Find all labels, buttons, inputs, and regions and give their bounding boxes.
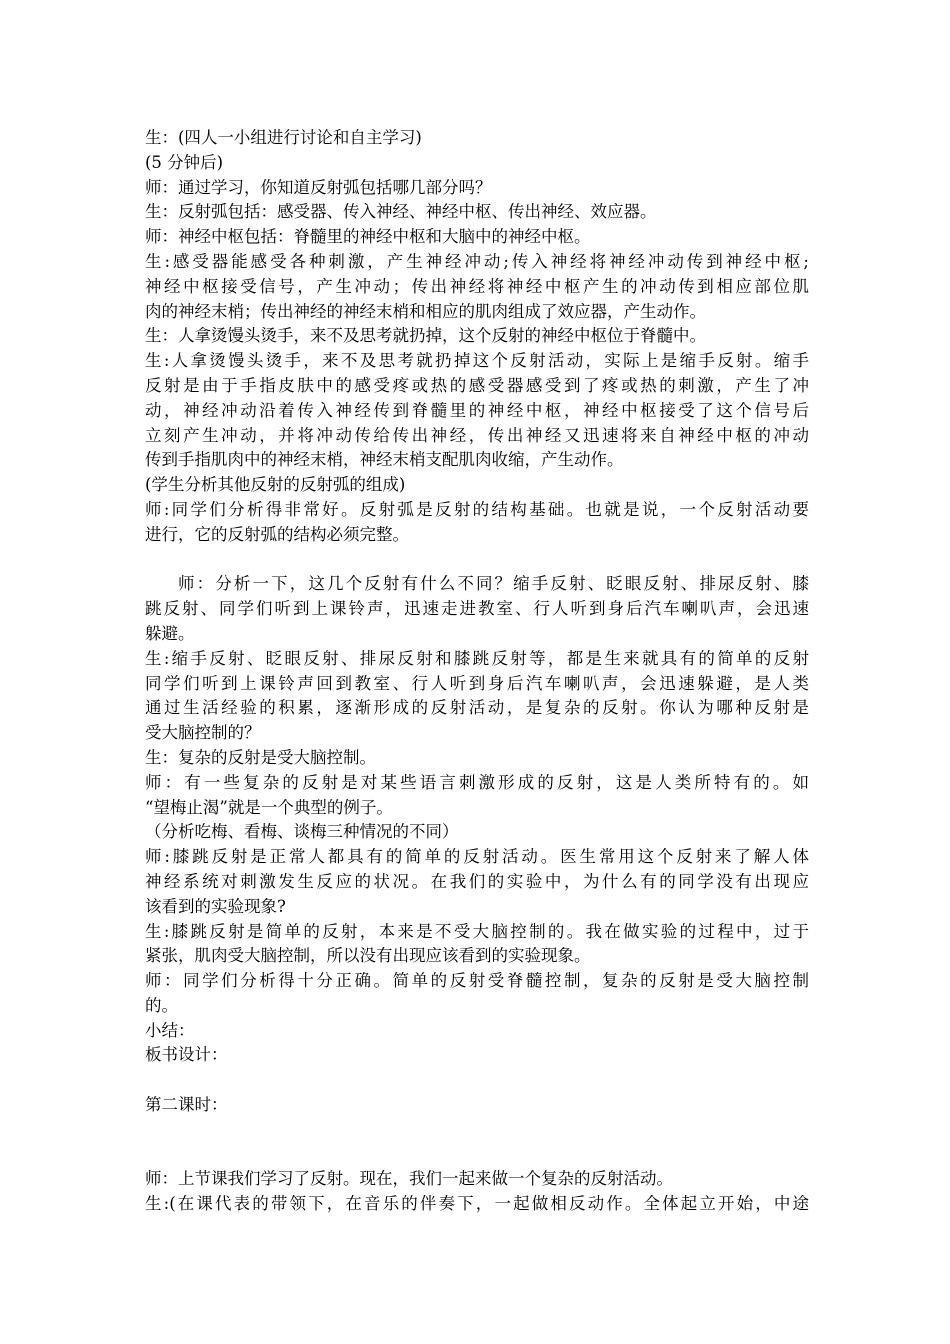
- text-line: 第二课时：: [145, 1095, 228, 1115]
- text-line: 生:人拿烫馒头烫手，来不及思考就扔掉这个反射活动，实际上是缩手反射。缩手: [145, 351, 809, 371]
- text-line: 师：通过学习，你知道反射弧包括哪几部分吗？: [145, 177, 492, 197]
- text-line: 进行，它的反射弧的结构必须完整。: [145, 524, 409, 544]
- text-line: 师:膝跳反射是正常人都具有的简单的反射活动。医生常用这个反射来了解人体: [145, 847, 809, 867]
- text-line: 生:(在课代表的带领下，在音乐的伴奏下，一起做相反动作。全体起立开始，中途: [145, 1194, 809, 1214]
- text-line: (学生分析其他反射的反射弧的组成): [145, 475, 406, 495]
- text-line: （分析吃梅、看梅、谈梅三种情况的不同）: [145, 822, 459, 842]
- text-line: 板书设计：: [145, 1045, 228, 1065]
- text-line: 受大脑控制的？: [145, 723, 261, 743]
- text-line: 神经中枢接受信号，产生冲动；传出神经将神经中枢产生的冲动传到相应部位肌: [145, 276, 809, 296]
- blank-line: [145, 548, 809, 573]
- text-line: 立刻产生冲动，并将冲动传给传出神经，传出神经又迅速将来自神经中枢的冲动: [145, 425, 809, 445]
- document-page: [145, 126, 809, 1217]
- text-line: 小结：: [145, 1020, 195, 1040]
- text-line: 师:同学们分析得非常好。反射弧是反射的结构基础。也就是说，一个反射活动要: [145, 499, 809, 519]
- text-line: 生：复杂的反射是受大脑控制。: [145, 747, 376, 767]
- text-line: 肉的神经末梢；传出神经的神经末梢和相应的肌肉组成了效应器，产生动作。: [145, 301, 706, 321]
- text-line: 该看到的实验现象?: [145, 896, 286, 916]
- blank-line: [145, 1068, 809, 1093]
- text-line: 生:膝跳反射是简单的反射，本来是不受大脑控制的。我在做实验的过程中，过于: [145, 921, 809, 941]
- text-line: 生：(四人一小组进行讨论和自主学习): [145, 128, 422, 147]
- text-line: 躲避。: [145, 623, 195, 643]
- text-line: 跳反射、同学们听到上课铃声，迅速走进教室、行人听到身后汽车喇叭声，会迅速: [145, 599, 809, 619]
- text-line: “望梅止渴”就是一个典型的例子。: [145, 797, 393, 817]
- text-line: 神经系统对刺激发生反应的状况。在我们的实验中，为什么有的同学没有出现应: [145, 871, 809, 891]
- blank-line: [145, 1118, 809, 1168]
- text-line: 的。: [145, 995, 178, 1015]
- text-line: 师：神经中枢包括：脊髓里的神经中枢和大脑中的神经中枢。: [145, 227, 591, 247]
- text-line: 通过生活经验的积累，逐渐形成的反射活动，是复杂的反射。你认为哪种反射是: [145, 698, 809, 718]
- text-line: 师：上节课我们学习了反射。现在，我们一起来做一个复杂的反射活动。: [145, 1169, 673, 1189]
- text-line: 师：有一些复杂的反射是对某些语言刺激形成的反射，这是人类所特有的。如: [145, 772, 809, 792]
- text-line: 师：同学们分析得十分正确。简单的反射受脊髓控制，复杂的反射是受大脑控制: [145, 971, 809, 991]
- text-line: 传到手指肌肉中的神经末梢，神经末梢支配肌肉收缩，产生动作。: [145, 450, 624, 470]
- text-line: 生:缩手反射、眨眼反射、排尿反射和膝跳反射等，都是生来就具有的简单的反射: [145, 648, 809, 668]
- text-line: 生：反射弧包括：感受器、传入神经、神经中枢、传出神经、效应器。: [145, 202, 657, 222]
- text-line: 生：人拿烫馒头烫手，来不及思考就扔掉，这个反射的神经中枢位于脊髓中。: [145, 326, 706, 346]
- text-line: 生:感受器能感受各种刺激，产生神经冲动;传入神经将神经冲动传到神经中枢;: [145, 251, 809, 271]
- text-line: 师：分析一下，这几个反射有什么不同？缩手反射、眨眼反射、排尿反射、膝: [178, 574, 809, 594]
- text-line: 动，神经冲动沿着传入神经传到脊髓里的神经中枢，神经中枢接受了这个信号后: [145, 400, 809, 420]
- text-line: 同学们听到上课铃声回到教室、行人听到身后汽车喇叭声，会迅速躲避，是人类: [145, 673, 809, 693]
- text-line: 紧张，肌肉受大脑控制，所以没有出现应该看到的实验现象。: [145, 946, 591, 966]
- text-line: (5 分钟后): [145, 152, 224, 172]
- text-line: 反射是由于手指皮肤中的感受疼或热的感受器感受到了疼或热的刺激，产生了冲: [145, 375, 809, 395]
